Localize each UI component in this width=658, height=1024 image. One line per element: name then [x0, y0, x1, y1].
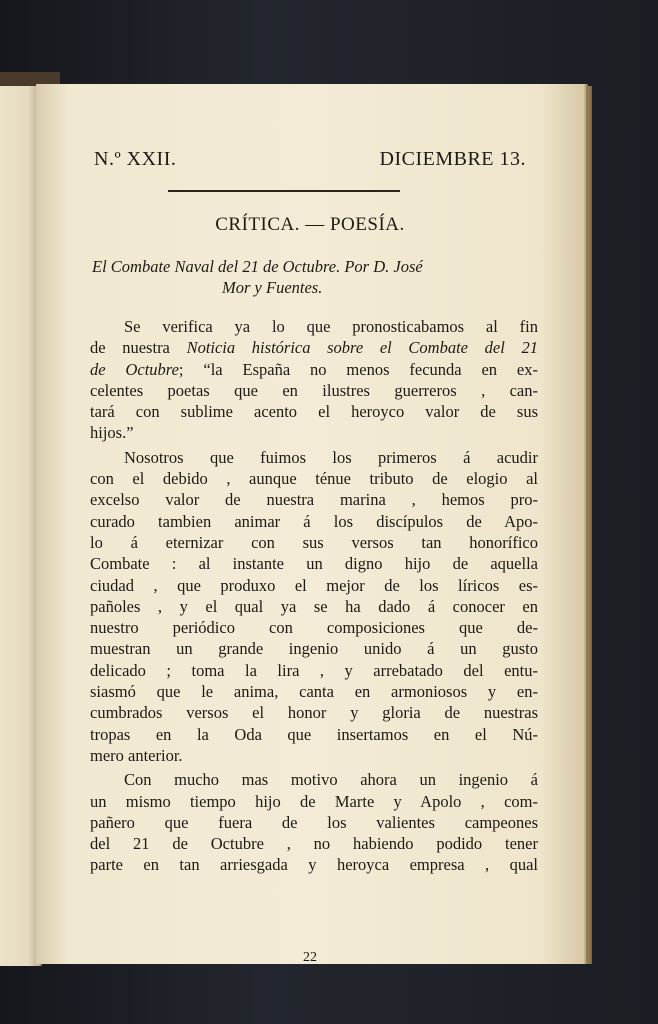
issue-number: N.º XXII. [94, 148, 177, 170]
section-title: CRÍTICA. — POESÍA. [215, 214, 405, 235]
text-line: de nuestra Noticia histórica sobre el Combate del 21 [90, 338, 538, 358]
text-line: hijos.” [90, 423, 134, 443]
text-line: lo á eternizar con sus versos tan honorífico [90, 532, 538, 552]
book-page [36, 84, 584, 964]
article-title-line-1: El Combate Naval del 21 de Octubre. Por D. José [92, 257, 423, 276]
text-line: Se verifica ya lo que pronosticabamos al fin [124, 317, 538, 336]
text-line: celentes poetas que en ilustres guerreros , can- [90, 380, 538, 400]
text-line: tropas en la Oda que insertamos en el Nú- [90, 724, 538, 744]
running-header [94, 148, 526, 171]
text-line: mero anterior. [90, 745, 183, 765]
text-line: de Octubre; “la España no menos fecunda en ex- [90, 359, 538, 379]
text-line: ciudad , que produxo el mejor de los líricos es- [90, 575, 538, 595]
text-line: pañoles , y el qual ya se ha dado á conocer en [90, 596, 538, 616]
date-page-number: DICIEMBRE 13. [379, 148, 526, 170]
signature-mark: 22 [303, 950, 317, 965]
paragraph-2 [90, 447, 538, 766]
text-line: delicado ; toma la lira , y arrebatado del entu- [90, 660, 538, 680]
paragraph-3 [90, 769, 538, 875]
text-line: cumbrados versos el honor y gloria de nuestras [90, 703, 538, 723]
text-line: Con mucho mas motivo ahora un ingenio á [124, 770, 538, 790]
text-line: con el debido , aunque ténue tributo de elogio al [90, 469, 538, 489]
text-line: curado tambien animar á los discípulos de Apo- [90, 511, 538, 531]
page-fore-edge [584, 86, 592, 964]
text-line: del 21 de Octubre , no habiendo podido tener [90, 834, 538, 854]
text-line: parte en tan arriesgada y heroyca empresa , qual [90, 855, 538, 875]
article-title [92, 256, 538, 298]
article-title-line-2: Mor y Fuentes. [222, 278, 323, 297]
header-rule [168, 190, 400, 192]
text-line: pañero que fuera de los valientes campeones [90, 812, 538, 832]
text-line: nuestro periódico con composiciones que de- [90, 618, 538, 638]
text-line: tará con sublime acento el heroyco valor de sus [90, 402, 538, 422]
text-line: un mismo tiempo hijo de Marte y Apolo , com- [90, 791, 538, 811]
text-line: siasmó que le anima, canta en armoniosos y en- [90, 682, 538, 702]
text-line: muestran un grande ingenio unido á un gusto [90, 639, 538, 659]
paragraph-1 [90, 316, 538, 444]
text-line: Nosotros que fuimos los primeros á acudir [124, 447, 538, 467]
text-line: excelso valor de nuestra marina , hemos pro- [90, 490, 538, 510]
text-line: Combate : al instante un digno hijo de aquella [90, 554, 538, 574]
article-body [90, 316, 538, 876]
